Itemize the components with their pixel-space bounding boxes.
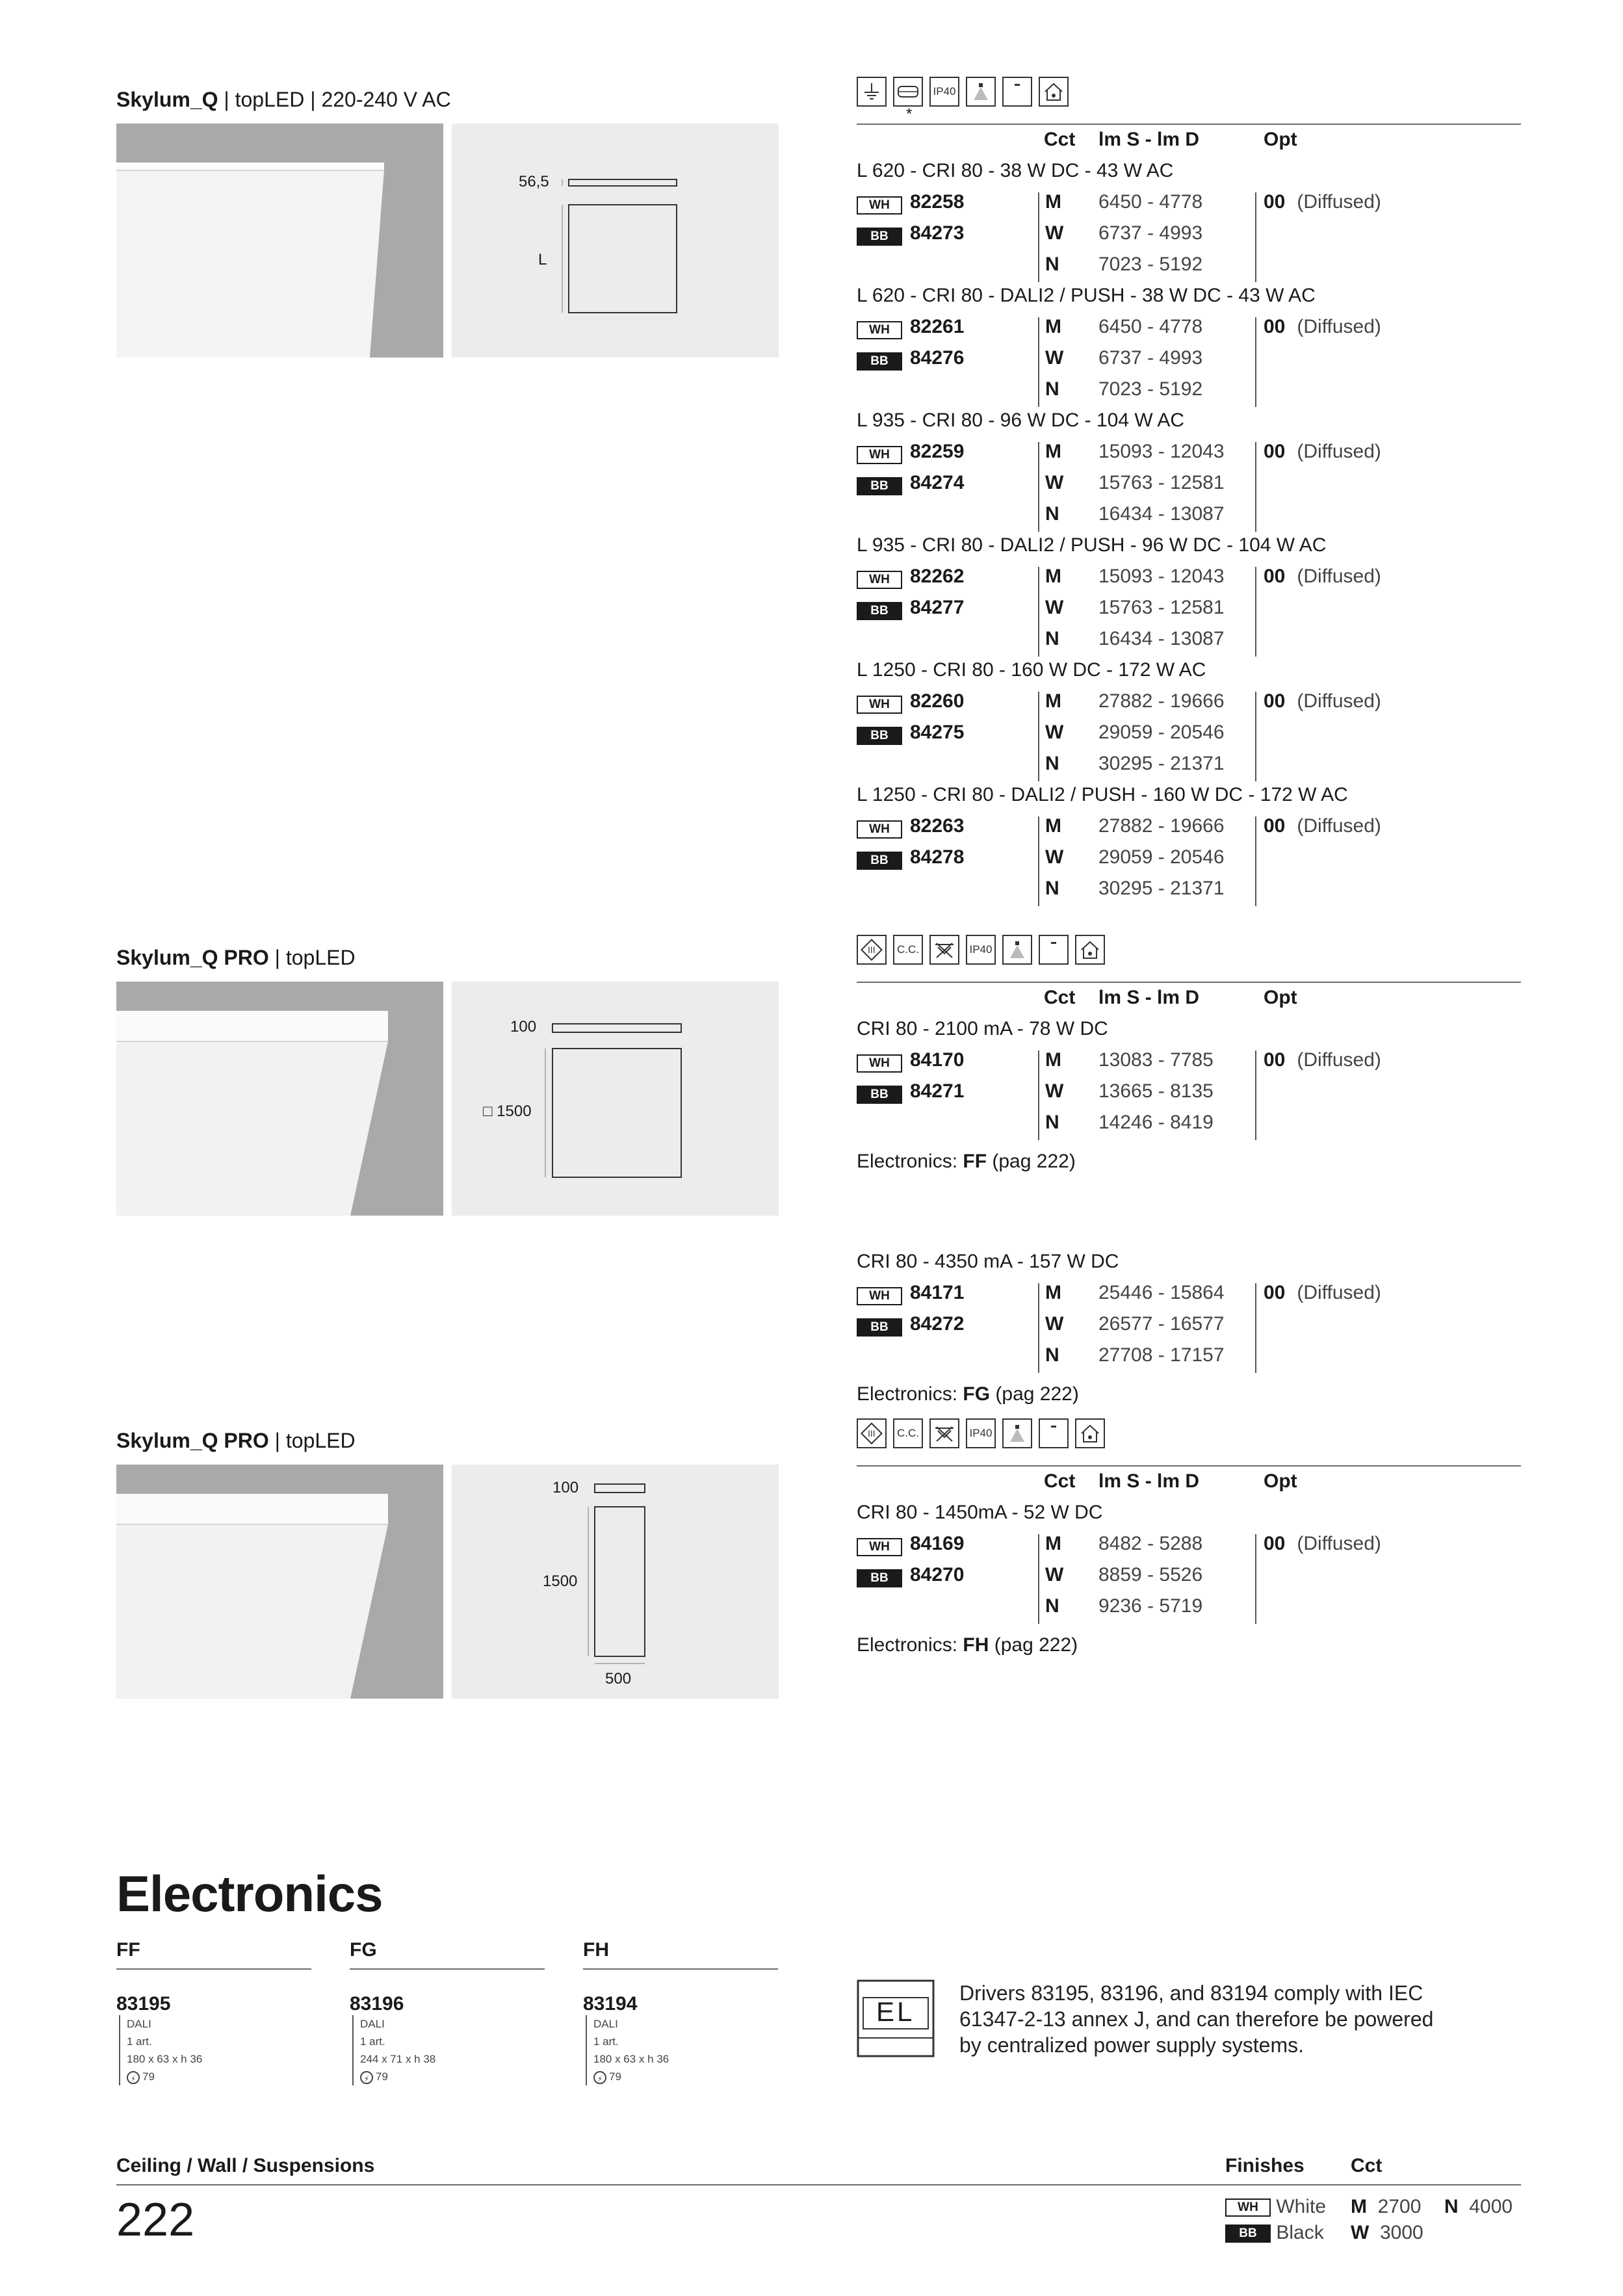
table-rule — [857, 1465, 1521, 1467]
ip-rating-icon: IP40 — [966, 935, 996, 965]
spot-icon — [1002, 935, 1032, 965]
dimension-height: 100 — [510, 1018, 537, 1036]
code-value: 82260 — [910, 690, 965, 712]
electronics-ref — [857, 1151, 1076, 1173]
driver-spec: 180 x 63 x h 36 — [593, 2053, 669, 2065]
page-number: 222 — [116, 2194, 195, 2246]
electronics-label: Electronics: — [857, 1634, 963, 1656]
code-value: 84271 — [910, 1080, 965, 1102]
code-value: 84169 — [910, 1533, 965, 1554]
article-code — [857, 722, 964, 745]
spot-icon — [1002, 1418, 1032, 1448]
code-value: 84275 — [910, 722, 965, 743]
cct-code: W — [1045, 1313, 1064, 1335]
cct-code: N — [1045, 753, 1059, 774]
column-divider — [1255, 192, 1256, 282]
house-icon — [1075, 935, 1105, 965]
optic-label: (Diffused) — [1297, 566, 1381, 587]
cct-n: N 4000 — [1444, 2196, 1513, 2217]
finish-badge: WH — [857, 446, 902, 464]
optic-label: (Diffused) — [1297, 441, 1381, 462]
col-lm: lm S - lm D — [1098, 987, 1200, 1008]
product-photo — [116, 124, 443, 358]
cct-code: W — [1045, 1080, 1064, 1102]
lumen-value: 15093 - 12043 — [1098, 441, 1225, 462]
optic-code: 00 — [1264, 441, 1286, 462]
class-iii-icon: III — [857, 935, 887, 965]
product-title: Skylum_Q | topLED | 220-240 V AC — [116, 88, 451, 111]
electronics-column-header: FG — [350, 1939, 377, 1961]
code-value: 82259 — [910, 441, 965, 462]
column-divider — [1255, 1534, 1256, 1624]
driver-power: 79 — [609, 2070, 621, 2083]
column-divider — [1255, 1283, 1256, 1373]
lumen-value: 16434 - 13087 — [1098, 628, 1225, 649]
dimension-length: 1500 — [543, 1572, 578, 1590]
optic-code: 00 — [1264, 690, 1286, 712]
house-icon — [1075, 1418, 1105, 1448]
finish-badge: WH — [857, 1054, 902, 1073]
lumen-value: 29059 - 20546 — [1098, 722, 1225, 743]
article-code — [857, 597, 964, 620]
constant-current-icon: C.C. — [893, 1418, 923, 1448]
lumen-value: 9236 - 5719 — [1098, 1595, 1203, 1617]
electronics-code: FH — [963, 1634, 989, 1656]
column-divider — [1255, 442, 1256, 532]
article-code — [857, 846, 964, 870]
dimension-drawing — [452, 124, 779, 358]
cct-w: W 3000 — [1351, 2222, 1423, 2243]
article-code — [857, 347, 964, 371]
column-divider — [1038, 1283, 1039, 1373]
finish-badge: WH — [857, 1538, 902, 1556]
icon-footnote: * — [906, 105, 913, 123]
article-code — [857, 1564, 964, 1587]
power-icon: ⚡ — [593, 2071, 606, 2084]
lumen-value: 15763 - 12581 — [1098, 472, 1225, 493]
optic-label: (Diffused) — [1297, 1049, 1381, 1071]
column-divider — [1255, 816, 1256, 906]
lumen-value: 16434 - 13087 — [1098, 503, 1225, 525]
optic — [1264, 690, 1381, 712]
col-cct: Cct — [1044, 129, 1076, 150]
dash-icon — [1002, 77, 1032, 107]
electronics-column-rule — [583, 1968, 778, 1970]
luminaire-photo — [116, 124, 443, 358]
optic-label: (Diffused) — [1297, 690, 1381, 712]
product-photo — [116, 982, 443, 1216]
col-cct: Cct — [1044, 1470, 1076, 1492]
finish-badge: BB — [857, 477, 902, 495]
group-header: L 1250 - CRI 80 - 160 W DC - 172 W AC — [857, 659, 1206, 681]
no-cover-icon — [929, 935, 959, 965]
column-divider — [1038, 317, 1039, 407]
cct-code: W — [1045, 846, 1064, 868]
cct-code: M — [1045, 566, 1061, 587]
lumen-value: 30295 - 21371 — [1098, 878, 1225, 899]
optic — [1264, 1282, 1381, 1304]
cct-code: N — [1045, 1595, 1059, 1617]
lumen-value: 27882 - 19666 — [1098, 815, 1225, 837]
code-value: 84170 — [910, 1049, 965, 1071]
optic-label: (Diffused) — [1297, 1533, 1381, 1554]
optic — [1264, 1533, 1381, 1555]
class-iii-icon: III — [857, 1418, 887, 1448]
luminaire-photo — [116, 1465, 443, 1699]
column-divider — [1038, 692, 1039, 781]
finish-badge: BB — [857, 1569, 902, 1587]
lumen-value: 8859 - 5526 — [1098, 1564, 1203, 1585]
electronics-column-rule — [350, 1968, 545, 1970]
driver-spec: 1 art. — [593, 2035, 619, 2048]
footer-rule — [116, 2184, 1521, 2185]
cct-code: M — [1045, 1533, 1061, 1554]
footer-category: Ceiling / Wall / Suspensions — [116, 2155, 375, 2176]
optic-code: 00 — [1264, 566, 1286, 587]
electronics-note: Drivers 83195, 83196, and 83194 comply with IEC 61347-2-13 annex J, and can therefore be powered by centralized power supply systems. — [959, 1981, 1434, 2057]
group-header: L 935 - CRI 80 - 96 W DC - 104 W AC — [857, 410, 1185, 431]
col-lm: lm S - lm D — [1098, 129, 1200, 150]
optic — [1264, 316, 1381, 338]
constant-current-icon: C.C. — [893, 935, 923, 965]
driver-icon — [893, 77, 923, 107]
lumen-value: 13665 - 8135 — [1098, 1080, 1214, 1102]
driver-spec: 1 art. — [127, 2035, 152, 2048]
group-header: L 935 - CRI 80 - DALI2 / PUSH - 96 W DC - 104 W AC — [857, 534, 1327, 556]
lumen-value: 15093 - 12043 — [1098, 566, 1225, 587]
cct-header: Cct — [1351, 2155, 1383, 2176]
cct-code: M — [1045, 316, 1061, 337]
article-code — [857, 1313, 964, 1337]
spot-icon — [966, 77, 996, 107]
finish-badge: BB — [857, 352, 902, 371]
optic-code: 00 — [1264, 191, 1286, 213]
code-value: 84270 — [910, 1564, 965, 1585]
earth-icon — [857, 77, 887, 107]
electronics-label: Electronics: — [857, 1383, 963, 1405]
code-value: 84273 — [910, 222, 965, 244]
driver-code: 83194 — [583, 1993, 638, 2015]
dimension-height: 56,5 — [519, 173, 549, 190]
finish-badge: WH — [857, 696, 902, 714]
finish-badge: WH — [857, 571, 902, 589]
optic-code: 00 — [1264, 1282, 1286, 1303]
dimension-height: 100 — [552, 1479, 579, 1496]
optic — [1264, 566, 1381, 588]
no-cover-icon — [929, 1418, 959, 1448]
cct-code: W — [1045, 472, 1064, 493]
code-value: 84272 — [910, 1313, 965, 1335]
electronics-column-rule — [116, 1968, 311, 1970]
electronics-page: (pag 222) — [987, 1151, 1076, 1172]
electronics-page: (pag 222) — [989, 1634, 1078, 1656]
col-opt: Opt — [1264, 129, 1297, 150]
dimension-side: □ 1500 — [483, 1102, 532, 1120]
cct-code: M — [1045, 441, 1061, 462]
driver-details — [352, 2015, 529, 2085]
icon-strip — [857, 1418, 1105, 1448]
icon-strip — [857, 935, 1105, 965]
article-code — [857, 815, 964, 839]
optic — [1264, 441, 1381, 463]
code-value: 82261 — [910, 316, 965, 337]
column-divider — [1255, 317, 1256, 407]
cct-code: N — [1045, 1344, 1059, 1366]
ip-rating-icon: IP40 — [966, 1418, 996, 1448]
article-code — [857, 1533, 964, 1556]
driver-spec: 1 art. — [360, 2035, 385, 2048]
code-value: 84274 — [910, 472, 965, 493]
lumen-value: 6737 - 4993 — [1098, 347, 1203, 369]
article-code — [857, 222, 964, 246]
group-header: L 620 - CRI 80 - 38 W DC - 43 W AC — [857, 160, 1174, 181]
article-code — [857, 472, 964, 495]
cct-code: W — [1045, 722, 1064, 743]
finish-badge: BB — [857, 228, 902, 246]
lumen-value: 6737 - 4993 — [1098, 222, 1203, 244]
article-code — [857, 191, 964, 215]
lumen-value: 8482 - 5288 — [1098, 1533, 1203, 1554]
driver-spec — [360, 2068, 529, 2085]
article-code — [857, 316, 964, 339]
code-value: 84277 — [910, 597, 965, 618]
driver-spec: DALI — [593, 2018, 618, 2030]
lumen-value: 7023 - 5192 — [1098, 378, 1203, 400]
cct-code: W — [1045, 597, 1064, 618]
icon-strip — [857, 77, 1069, 107]
finish-badge: BB — [857, 727, 902, 745]
col-opt: Opt — [1264, 1470, 1297, 1492]
lumen-value: 7023 - 5192 — [1098, 254, 1203, 275]
finish-black: BB Black — [1225, 2222, 1324, 2244]
electronics-title: Electronics — [116, 1865, 383, 1922]
cct-code: N — [1045, 503, 1059, 525]
driver-power: 79 — [142, 2070, 155, 2083]
finish-badge: BB — [857, 602, 902, 620]
article-code — [857, 690, 964, 714]
dash-icon — [1039, 1418, 1069, 1448]
lumen-value: 27882 - 19666 — [1098, 690, 1225, 712]
cct-code: M — [1045, 1282, 1061, 1303]
code-value: 82258 — [910, 191, 965, 213]
cct-code: W — [1045, 222, 1064, 244]
dimension-length: L — [538, 251, 547, 268]
optic — [1264, 815, 1381, 837]
driver-code: 83196 — [350, 1993, 404, 2015]
optic-label: (Diffused) — [1297, 191, 1381, 213]
cct-code: N — [1045, 254, 1059, 275]
group-header: CRI 80 - 1450mA - 52 W DC — [857, 1502, 1103, 1523]
column-divider — [1255, 1050, 1256, 1140]
lumen-value: 26577 - 16577 — [1098, 1313, 1225, 1335]
optic-code: 00 — [1264, 1049, 1286, 1071]
finishes-header: Finishes — [1225, 2155, 1305, 2176]
finish-badge: BB — [857, 1086, 902, 1104]
technical-drawing — [452, 124, 779, 358]
product-title: Skylum_Q PRO | topLED — [116, 946, 356, 969]
driver-spec — [593, 2068, 762, 2085]
finish-badge: WH — [857, 196, 902, 215]
driver-details — [119, 2015, 296, 2085]
article-code — [857, 1080, 964, 1104]
cct-code: W — [1045, 347, 1064, 369]
code-value: 84276 — [910, 347, 965, 369]
driver-spec: 180 x 63 x h 36 — [127, 2053, 203, 2065]
cct-m: M 2700 — [1351, 2196, 1422, 2217]
column-divider — [1255, 567, 1256, 657]
technical-drawing — [452, 1465, 779, 1699]
cct-code: M — [1045, 1049, 1061, 1071]
electronics-page: (pag 222) — [990, 1383, 1079, 1405]
lumen-value: 25446 - 15864 — [1098, 1282, 1225, 1303]
code-value: 84171 — [910, 1282, 965, 1303]
finish-badge: WH — [857, 820, 902, 839]
group-header: CRI 80 - 4350 mA - 157 W DC — [857, 1251, 1119, 1272]
table-rule — [857, 124, 1521, 125]
cct-code: M — [1045, 815, 1061, 837]
driver-power: 79 — [376, 2070, 388, 2083]
lumen-value: 27708 - 17157 — [1098, 1344, 1225, 1366]
column-divider — [1038, 442, 1039, 532]
dimension-drawing — [452, 1465, 779, 1699]
column-divider — [1038, 192, 1039, 282]
cct-code: W — [1045, 1564, 1064, 1585]
electronics-code: FG — [963, 1383, 991, 1405]
el-symbol: EL — [857, 1979, 935, 2057]
article-code — [857, 1049, 964, 1073]
cct-code: N — [1045, 628, 1059, 649]
cct-code: N — [1045, 1112, 1059, 1133]
dimension-width: 500 — [605, 1670, 632, 1688]
optic — [1264, 191, 1381, 213]
technical-drawing — [452, 982, 779, 1216]
optic-label: (Diffused) — [1297, 1282, 1381, 1303]
electronics-ref — [857, 1634, 1078, 1656]
cct-code: M — [1045, 191, 1061, 213]
column-divider — [1038, 1534, 1039, 1624]
product-photo — [116, 1465, 443, 1699]
lumen-value: 6450 - 4778 — [1098, 316, 1203, 337]
driver-spec — [127, 2068, 296, 2085]
electronics-code: FF — [963, 1151, 987, 1172]
optic-code: 00 — [1264, 316, 1286, 337]
finish-badge: WH — [857, 321, 902, 339]
driver-spec: DALI — [127, 2018, 151, 2030]
code-value: 84278 — [910, 846, 965, 868]
article-code — [857, 441, 964, 464]
ip-rating-icon: IP40 — [929, 77, 959, 107]
power-icon: ⚡ — [127, 2071, 140, 2084]
lumen-value: 13083 - 7785 — [1098, 1049, 1214, 1071]
electronics-label: Electronics: — [857, 1151, 963, 1172]
column-divider — [1038, 567, 1039, 657]
col-lm: lm S - lm D — [1098, 1470, 1200, 1492]
lumen-value: 29059 - 20546 — [1098, 846, 1225, 868]
optic — [1264, 1049, 1381, 1071]
dash-icon — [1039, 935, 1069, 965]
product-title: Skylum_Q PRO | topLED — [116, 1429, 356, 1452]
lumen-value: 6450 - 4778 — [1098, 191, 1203, 213]
finish-badge: BB — [857, 852, 902, 870]
group-header: L 1250 - CRI 80 - DALI2 / PUSH - 160 W DC - 172 W AC — [857, 784, 1348, 805]
cct-code: N — [1045, 378, 1059, 400]
finish-white: WH White — [1225, 2196, 1326, 2218]
lumen-value: 30295 - 21371 — [1098, 753, 1225, 774]
finish-badge: WH — [857, 1287, 902, 1305]
luminaire-photo — [116, 982, 443, 1216]
optic-label: (Diffused) — [1297, 316, 1381, 337]
column-divider — [1255, 692, 1256, 781]
driver-spec: 244 x 71 x h 38 — [360, 2053, 436, 2065]
group-header: L 620 - CRI 80 - DALI2 / PUSH - 38 W DC - 43 W AC — [857, 285, 1316, 306]
dimension-drawing — [452, 982, 779, 1216]
table-rule — [857, 982, 1521, 983]
electronics-column-header: FF — [116, 1939, 140, 1961]
house-icon — [1039, 77, 1069, 107]
finish-badge: BB — [857, 1318, 902, 1337]
article-code — [857, 1282, 964, 1305]
driver-spec: DALI — [360, 2018, 385, 2030]
power-icon: ⚡ — [360, 2071, 373, 2084]
column-divider — [1038, 1050, 1039, 1140]
driver-details — [586, 2015, 762, 2085]
code-value: 82262 — [910, 566, 965, 587]
group-header: CRI 80 - 2100 mA - 78 W DC — [857, 1018, 1108, 1039]
electronics-column-header: FH — [583, 1939, 609, 1961]
cct-code: N — [1045, 878, 1059, 899]
code-value: 82263 — [910, 815, 965, 837]
column-divider — [1038, 816, 1039, 906]
lumen-value: 14246 - 8419 — [1098, 1112, 1214, 1133]
driver-code: 83195 — [116, 1993, 171, 2015]
article-code — [857, 566, 964, 589]
lumen-value: 15763 - 12581 — [1098, 597, 1225, 618]
col-opt: Opt — [1264, 987, 1297, 1008]
optic-code: 00 — [1264, 1533, 1286, 1554]
col-cct: Cct — [1044, 987, 1076, 1008]
cct-code: M — [1045, 690, 1061, 712]
optic-label: (Diffused) — [1297, 815, 1381, 837]
electronics-ref — [857, 1383, 1079, 1405]
optic-code: 00 — [1264, 815, 1286, 837]
